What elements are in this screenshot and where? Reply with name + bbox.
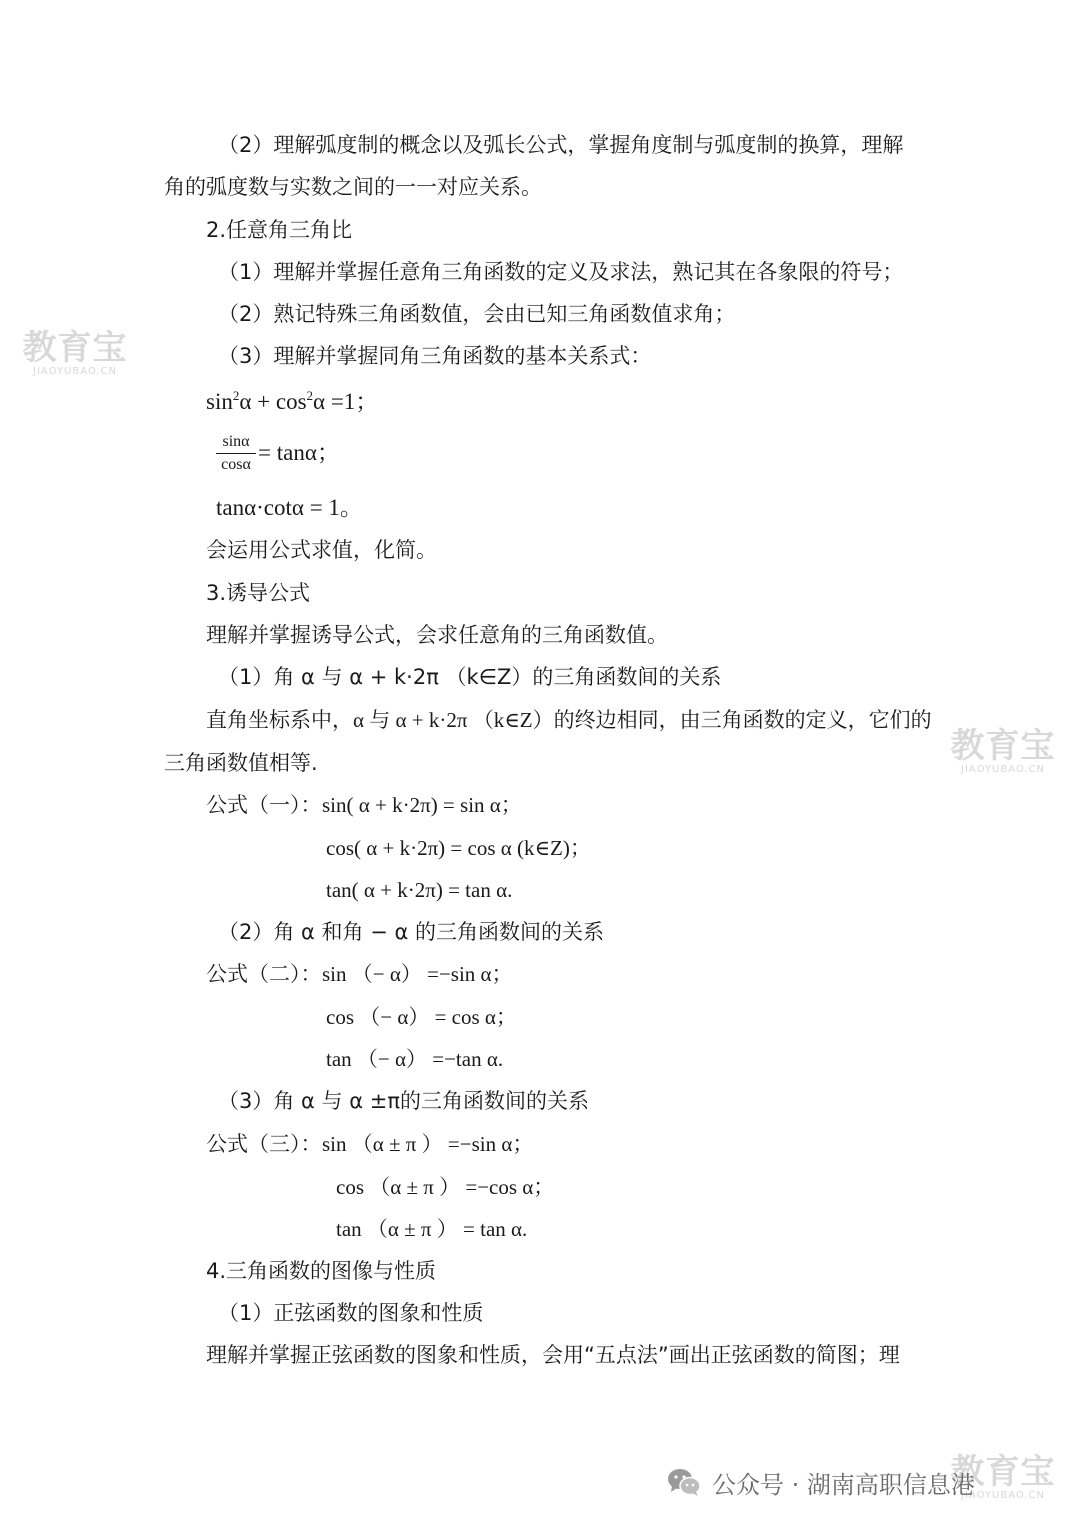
text-line: 角的弧度数与实数之间的一一对应关系。 (164, 175, 542, 199)
formula-line: tan( α + k·2π) = tan α. (326, 878, 513, 902)
section-heading: 4.三角函数的图像与性质 (206, 1259, 437, 1283)
formula-line: cos （α ± π ） =−cos α； (336, 1175, 555, 1199)
formula-line: tan （α ± π ） = tan α. (336, 1217, 528, 1241)
subsection-title: （1）正弦函数的图象和性质 (218, 1301, 484, 1325)
watermark-logo: 教育宝 JIAOYUBAO.CN (950, 726, 1056, 775)
text-line: 直角坐标系中，α 与 α + k·2π （k∈Z）的终边相同，由三角函数的定义，它们的 (206, 708, 932, 732)
formula-reciprocal: tanα·cotα = 1。 (216, 495, 363, 520)
subsection-title: （2）角 α 和角 − α 的三角函数间的关系 (218, 920, 605, 944)
formula-quotient: = tanα； (258, 440, 340, 465)
section-heading: 2.任意角三角比 (206, 218, 353, 242)
formula-line: tan （− α） =−tan α. (326, 1047, 504, 1071)
formula-label: 公式（一）： (206, 793, 322, 817)
fraction-denominator: cosα (221, 456, 251, 473)
wechat-footer[interactable] (666, 1462, 975, 1502)
formula-line: cos （− α） = cos α； (326, 1005, 517, 1029)
wechat-icon (666, 1466, 702, 1498)
formula-pythagorean: $\sin^2\alpha + \cos^2\alpha =1$； (206, 388, 379, 414)
watermark-logo: 教育宝 JIAOYUBAO.CN (22, 328, 128, 377)
text-line: 三角函数值相等. (164, 751, 318, 775)
formula-line: cos( α + k·2π) = cos α (k∈Z)； (326, 836, 591, 860)
text-line: 理解并掌握诱导公式，会求任意角的三角函数值。 (206, 623, 668, 647)
fraction-numerator: sinα (222, 433, 250, 450)
text-line: 理解并掌握正弦函数的图象和性质，会用“五点法”画出正弦函数的简图；理 (206, 1343, 900, 1367)
text-line: （2）熟记特殊三角函数值，会由已知三角函数值求角； (218, 302, 736, 326)
fraction-sin-over-cos (216, 432, 256, 475)
formula-line: sin( α + k·2π) = sin α； (322, 793, 522, 817)
subsection-title: （3）角 α 与 α ±π的三角函数间的关系 (218, 1089, 589, 1113)
text-line: （3）理解并掌握同角三角函数的基本关系式： (218, 344, 652, 368)
section-heading: 3.诱导公式 (206, 581, 311, 605)
subsection-title: （1）角 α 与 α + k·2π （k∈Z）的三角函数间的关系 (218, 665, 722, 689)
formula-line: sin （α ± π ） =−sin α； (322, 1132, 534, 1156)
fraction-bar (216, 453, 256, 454)
formula-label: 公式（二）： (206, 962, 322, 986)
watermark-logo: 教育宝 JIAOYUBAO.CN (950, 1452, 1056, 1501)
text-line: 会运用公式求值，化简。 (206, 538, 437, 562)
text-line: （2）理解弧度制的概念以及弧长公式，掌握角度制与弧度制的换算，理解 (218, 133, 904, 157)
footer-account-name: 公众号 · 湖南高职信息港 (712, 1470, 975, 1499)
formula-line: sin （− α） =−sin α； (322, 962, 513, 986)
text-line: （1）理解并掌握任意角三角函数的定义及求法，熟记其在各象限的符号； (218, 260, 904, 284)
formula-label: 公式（三）： (206, 1132, 322, 1156)
